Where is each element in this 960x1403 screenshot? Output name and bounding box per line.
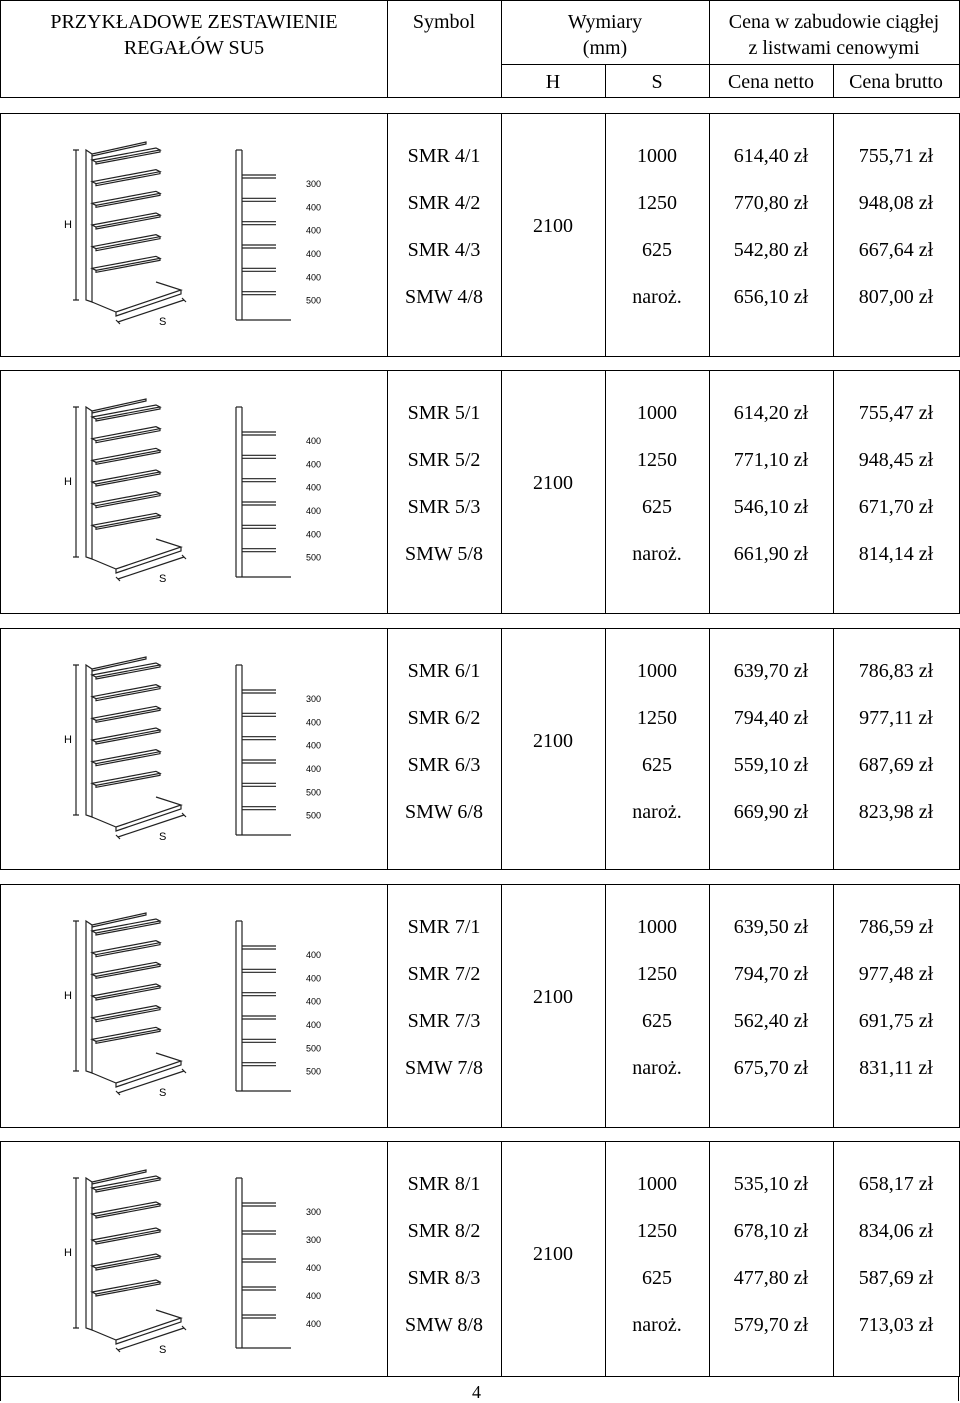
row-gross-price: 807,00 zł [858,286,934,308]
shelf-dimension: 400 [306,225,322,236]
row-net-price: 579,70 zł [733,1314,809,1336]
row-symbol: SMR 8/1 [407,1173,481,1195]
row-symbol: SMW 5/8 [405,543,483,565]
row-symbol: SMR 8/3 [407,1267,481,1289]
row-height: 2100 [533,986,573,1008]
shelf-drawing [56,645,356,845]
shelf-drawing [56,1158,356,1358]
shelf-block [0,884,960,1128]
shelf-dimension: 400 [306,482,322,493]
row-symbol: SMR 7/2 [407,963,481,985]
shelf-dimension: 400 [306,249,322,259]
header-h: H [545,71,561,93]
row-net-price: 669,90 zł [733,801,809,823]
drawing-label-h: H [64,990,72,1002]
row-width: 625 [642,1267,672,1289]
row-net-price: 562,40 zł [733,1010,809,1032]
shelf-dimension: 400 [306,202,322,213]
shelf-dimension: 400 [306,717,322,728]
header-dimensions: Wymiary (mm) [567,11,643,59]
row-width: naroż. [632,1314,682,1336]
row-height: 2100 [533,472,573,494]
row-symbol: SMR 5/3 [407,496,481,518]
row-gross-price: 831,11 zł [859,1057,933,1079]
row-gross-price: 786,83 zł [858,660,934,682]
row-symbol: SMR 8/2 [407,1220,481,1242]
drawing-label-h: H [64,476,72,488]
row-width: 1000 [637,916,677,938]
shelf-dimension: 300 [306,1235,322,1245]
drawing-label-s: S [159,831,167,843]
row-net-price: 675,70 zł [733,1057,809,1079]
drawing-label-h: H [64,219,72,231]
row-width: naroż. [632,801,682,823]
shelf-block [0,1141,960,1377]
row-net-price: 639,70 zł [733,660,809,682]
shelf-dimension: 400 [306,1020,322,1030]
shelf-dimension: 400 [306,973,322,984]
row-net-price: 656,10 zł [733,286,809,308]
row-width: 1250 [637,1220,677,1242]
shelf-drawing [56,130,356,330]
row-symbol: SMR 4/1 [407,145,481,167]
row-width: 625 [642,1010,672,1032]
row-gross-price: 587,69 zł [858,1267,934,1289]
row-height: 2100 [533,730,573,752]
header-net: Cena netto [727,71,815,93]
shelf-dimension: 400 [306,950,322,960]
shelf-dimension: 400 [306,740,322,751]
shelf-dimension: 300 [306,694,322,704]
shelf-dimension: 400 [306,436,322,446]
table-header [0,0,960,98]
header-price: Cena w zabudowie ciągłej z listwami cenowymi [728,11,940,59]
drawing-label-s: S [159,1344,167,1356]
row-net-price: 477,80 zł [733,1267,809,1289]
shelf-dimension: 400 [306,1319,322,1329]
row-net-price: 535,10 zł [733,1173,809,1195]
header-gross: Cena brutto [849,71,943,93]
shelf-block [0,113,960,357]
row-gross-price: 691,75 zł [858,1010,934,1032]
row-width: 1250 [637,963,677,985]
row-width: naroż. [632,1057,682,1079]
row-width: 625 [642,754,672,776]
shelf-dimension: 500 [306,295,322,306]
row-net-price: 771,10 zł [733,449,809,471]
shelf-drawing [56,387,356,587]
header-title: PRZYKŁADOWE ZESTAWIENIE REGAŁÓW SU5 [50,11,338,59]
row-width: 1250 [637,707,677,729]
shelf-dimension: 400 [306,996,322,1007]
drawing-label-s: S [159,573,167,585]
row-net-price: 639,50 zł [733,916,809,938]
row-gross-price: 814,14 zł [858,543,934,565]
row-symbol: SMR 7/3 [407,1010,481,1032]
shelf-dimension: 400 [306,1263,322,1273]
row-net-price: 542,80 zł [733,239,809,261]
row-net-price: 661,90 zł [733,543,809,565]
header-symbol: Symbol [412,11,476,33]
row-height: 2100 [533,1243,573,1265]
row-net-price: 678,10 zł [733,1220,809,1242]
shelf-dimension: 400 [306,1291,322,1301]
row-gross-price: 823,98 zł [858,801,934,823]
shelf-dimension: 400 [306,764,322,774]
row-gross-price: 687,69 zł [858,754,934,776]
drawing-label-s: S [159,1087,167,1099]
row-gross-price: 713,03 zł [858,1314,934,1336]
row-width: 625 [642,239,672,261]
row-symbol: SMR 4/3 [407,239,481,261]
shelf-block [0,628,960,870]
shelf-block [0,370,960,614]
drawing-label-h: H [64,734,72,746]
header-s: S [651,71,663,93]
row-symbol: SMR 7/1 [407,916,481,938]
row-width: 1000 [637,145,677,167]
shelf-dimension: 500 [306,810,322,821]
row-gross-price: 834,06 zł [858,1220,934,1242]
row-net-price: 794,40 zł [733,707,809,729]
shelf-dimension: 500 [306,552,322,563]
drawing-label-s: S [159,316,167,328]
row-gross-price: 948,08 zł [858,192,934,214]
shelf-dimension: 400 [306,272,322,283]
row-gross-price: 977,11 zł [859,707,933,729]
shelf-dimension: 500 [306,787,322,798]
row-gross-price: 667,64 zł [858,239,934,261]
row-gross-price: 786,59 zł [858,916,934,938]
row-width: 1250 [637,192,677,214]
row-net-price: 794,70 zł [733,963,809,985]
row-net-price: 546,10 zł [733,496,809,518]
shelf-dimension: 500 [306,1043,322,1054]
row-symbol: SMR 6/2 [407,707,481,729]
row-gross-price: 671,70 zł [858,496,934,518]
shelf-dimension: 400 [306,529,322,540]
row-symbol: SMW 7/8 [405,1057,483,1079]
row-width: 1000 [637,1173,677,1195]
row-net-price: 614,20 zł [733,402,809,424]
row-symbol: SMW 8/8 [405,1314,483,1336]
drawing-label-h: H [64,1247,72,1259]
row-symbol: SMR 4/2 [407,192,481,214]
row-symbol: SMR 5/1 [407,402,481,424]
row-width: naroż. [632,286,682,308]
row-gross-price: 948,45 zł [858,449,934,471]
row-gross-price: 755,47 zł [858,402,934,424]
shelf-drawing [56,901,356,1101]
row-symbol: SMR 6/1 [407,660,481,682]
row-width: naroż. [632,543,682,565]
row-symbol: SMW 6/8 [405,801,483,823]
row-net-price: 559,10 zł [733,754,809,776]
row-net-price: 614,40 zł [733,145,809,167]
row-width: 1250 [637,449,677,471]
row-symbol: SMR 6/3 [407,754,481,776]
shelf-dimension: 300 [306,1207,322,1217]
row-symbol: SMR 5/2 [407,449,481,471]
row-gross-price: 658,17 zł [858,1173,934,1195]
row-net-price: 770,80 zł [733,192,809,214]
shelf-dimension: 400 [306,506,322,516]
row-height: 2100 [533,215,573,237]
shelf-dimension: 300 [306,179,322,189]
row-width: 625 [642,496,672,518]
row-width: 1000 [637,660,677,682]
shelf-dimension: 500 [306,1066,322,1077]
page-number: 4 [472,1382,481,1402]
row-symbol: SMW 4/8 [405,286,483,308]
row-width: 1000 [637,402,677,424]
shelf-dimension: 400 [306,459,322,470]
row-gross-price: 755,71 zł [858,145,934,167]
row-gross-price: 977,48 zł [858,963,934,985]
